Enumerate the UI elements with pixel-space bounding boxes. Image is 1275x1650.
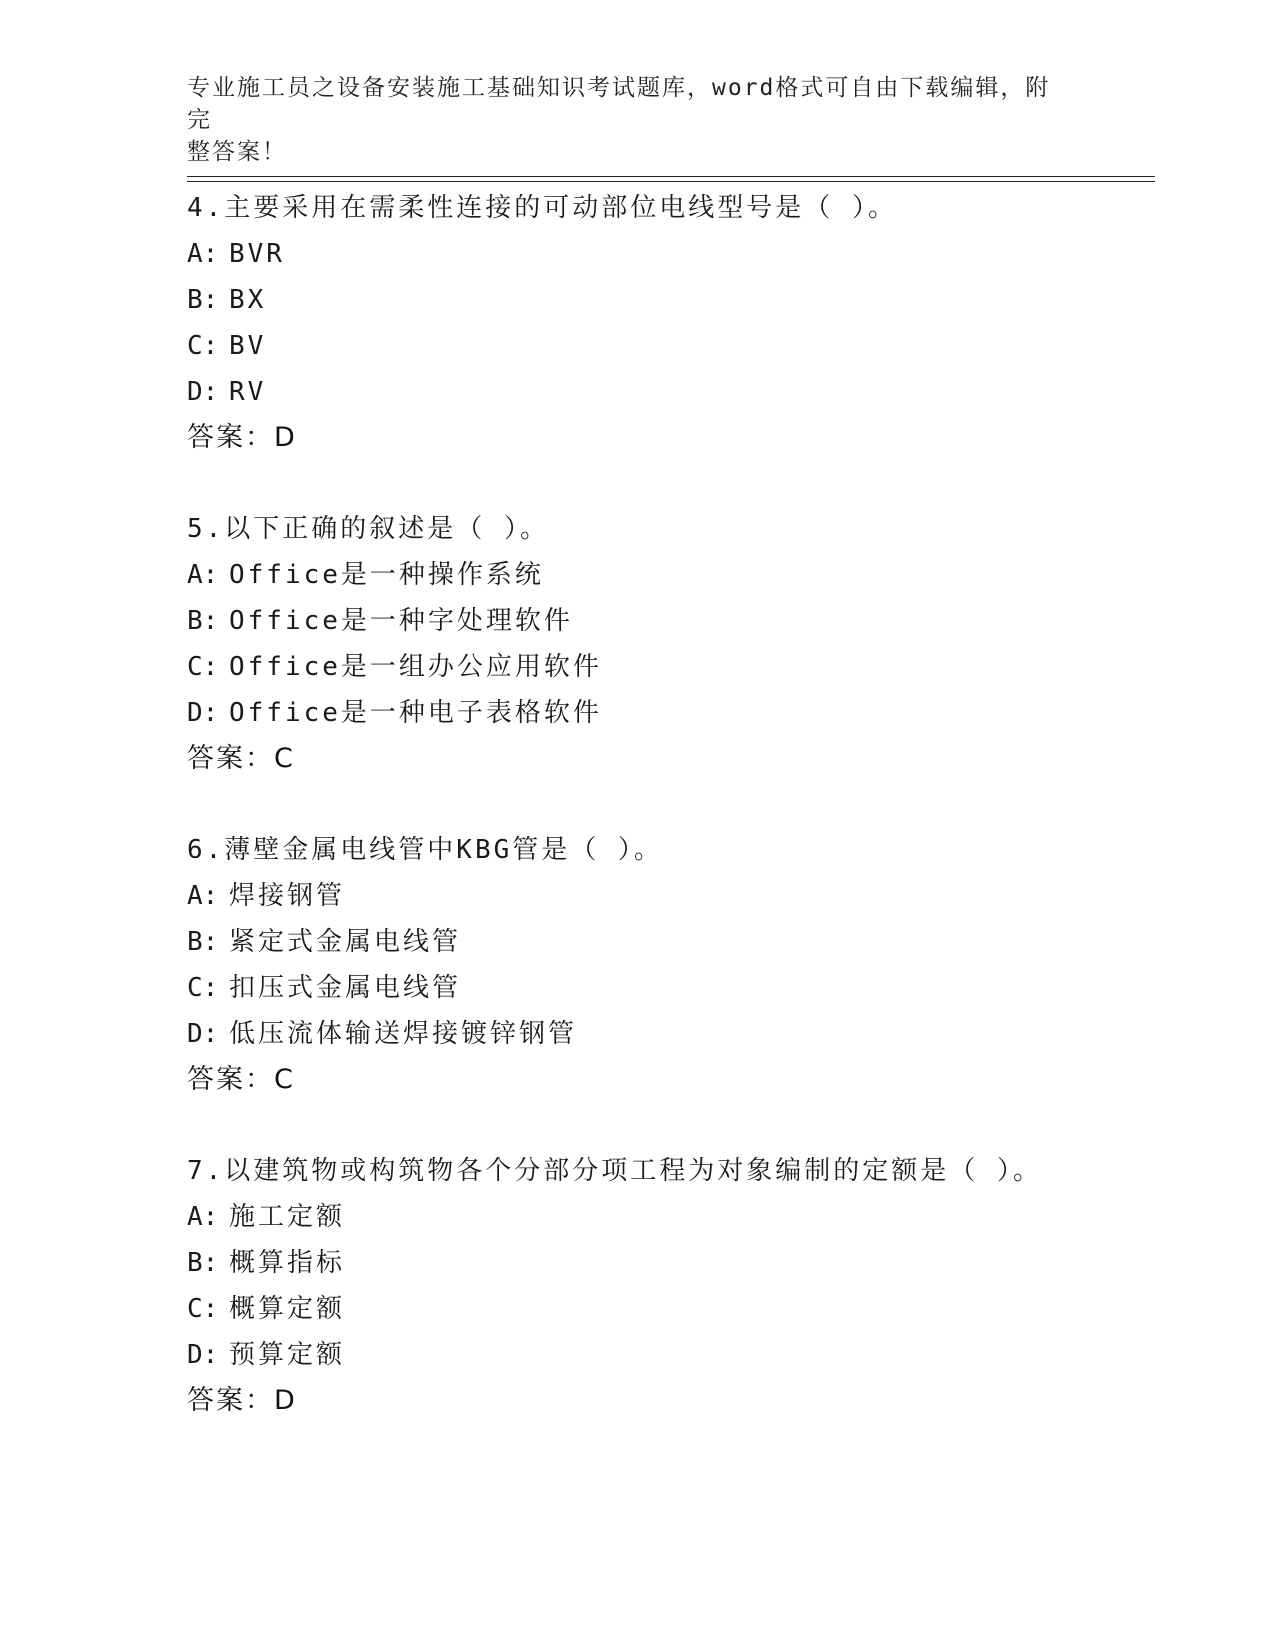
option-text: RV (229, 377, 267, 407)
question-stem: 7.以建筑物或构筑物各个分部分项工程为对象编制的定额是（ ）。 (187, 1156, 1042, 1186)
option-a (187, 231, 1167, 277)
option-c (187, 965, 1167, 1011)
option-key: A: (187, 1202, 219, 1232)
option-text: Office是一种电子表格软件 (229, 698, 602, 728)
answer-line: 答案：C (187, 1064, 295, 1095)
option-key: D: (187, 698, 219, 728)
option-b (187, 1240, 1167, 1286)
option-key: C: (187, 331, 219, 361)
question-stem: 5.以下正确的叙述是（ ）。 (187, 514, 549, 544)
option-c (187, 323, 1167, 369)
option-text: 紧定式金属电线管 (229, 927, 462, 957)
option-a (187, 1194, 1167, 1240)
option-b (187, 598, 1167, 644)
option-text: Office是一组办公应用软件 (229, 652, 602, 682)
option-key: C: (187, 1294, 219, 1324)
option-text: 低压流体输送焊接镀锌钢管 (229, 1019, 578, 1049)
option-b (187, 277, 1167, 323)
option-key: B: (187, 1248, 219, 1278)
option-text: 扣压式金属电线管 (229, 973, 462, 1003)
header-line-2: 整答案！ (187, 139, 287, 165)
option-key: A: (187, 560, 219, 590)
option-key: B: (187, 606, 219, 636)
header-divider-top (187, 176, 1155, 177)
option-text: BVR (229, 239, 285, 269)
option-key: D: (187, 1340, 219, 1370)
option-text: 预算定额 (229, 1340, 346, 1370)
header-line-1: 专业施工员之设备安装施工基础知识考试题库，word格式可自由下载编辑，附完 (187, 75, 1051, 133)
option-b (187, 919, 1167, 965)
option-c (187, 1286, 1167, 1332)
header-divider-bottom (187, 181, 1155, 182)
answer-line: 答案：C (187, 743, 295, 774)
option-d (187, 1332, 1167, 1378)
option-text: 施工定额 (229, 1202, 346, 1232)
option-key: D: (187, 1019, 219, 1049)
question-7 (187, 1148, 1167, 1424)
document-header (187, 72, 1067, 168)
question-5 (187, 506, 1167, 782)
option-a (187, 873, 1167, 919)
answer-line: 答案：D (187, 422, 297, 453)
question-stem: 4.主要采用在需柔性连接的可动部位电线型号是（ ）。 (187, 193, 897, 223)
option-key: A: (187, 881, 219, 911)
option-key: B: (187, 285, 219, 315)
option-c (187, 644, 1167, 690)
option-text: 焊接钢管 (229, 881, 346, 911)
question-4 (187, 185, 1167, 461)
question-6 (187, 827, 1167, 1103)
option-text: BV (229, 331, 267, 361)
option-key: D: (187, 377, 219, 407)
option-d (187, 369, 1167, 415)
option-text: BX (229, 285, 267, 315)
option-text: Office是一种字处理软件 (229, 606, 573, 636)
question-stem: 6.薄壁金属电线管中KBG管是（ ）。 (187, 835, 663, 865)
option-key: C: (187, 973, 219, 1003)
option-text: 概算指标 (229, 1248, 346, 1278)
option-a (187, 552, 1167, 598)
option-d (187, 1011, 1167, 1057)
option-key: A: (187, 239, 219, 269)
option-key: C: (187, 652, 219, 682)
option-text: 概算定额 (229, 1294, 346, 1324)
option-key: B: (187, 927, 219, 957)
answer-line: 答案：D (187, 1385, 297, 1416)
option-text: Office是一种操作系统 (229, 560, 544, 590)
option-d (187, 690, 1167, 736)
